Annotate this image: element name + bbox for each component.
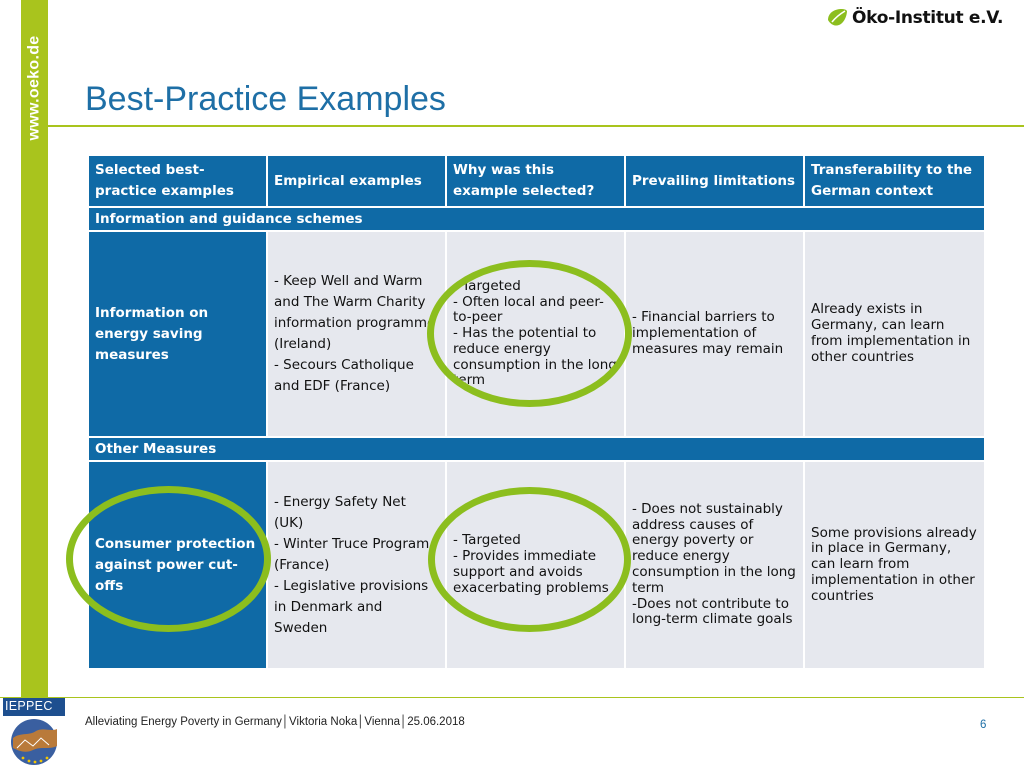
header-cell: Transferability to the German context <box>804 155 985 207</box>
example-item: - Keep Well and Warm and The Warm Charity information programme (Ireland) <box>274 273 436 352</box>
header-cell: Empirical examples <box>267 155 446 207</box>
why-cell <box>446 231 625 437</box>
why-item: - Targeted <box>453 532 521 549</box>
example-item: - Secours Catholique and EDF (France) <box>274 357 414 394</box>
header-cell: Why was this example selected? <box>446 155 625 207</box>
page-title: Best-Practice Examples <box>85 80 446 118</box>
table-header-row <box>88 155 985 207</box>
examples-cell <box>267 231 446 437</box>
section-row <box>88 437 985 461</box>
header-cell: Selected best-practice examples <box>88 155 267 207</box>
limitation-item: -Does not contribute to long-term climate goals <box>632 595 793 628</box>
limitations-cell <box>625 231 804 437</box>
example-item: - Legislative provisions in Denmark and Sweden <box>274 577 429 636</box>
page-number: 6 <box>980 719 987 731</box>
title-divider <box>48 125 1024 127</box>
table-row <box>88 231 985 437</box>
limitations-cell <box>625 461 804 669</box>
why-item: - Provides immediate support and avoids exacerbating problems <box>453 548 609 596</box>
table-row <box>88 461 985 669</box>
section-title: Information and guidance schemes <box>88 207 985 231</box>
logo-text: Öko-Institut e.V. <box>852 8 1004 28</box>
footer-text: Alleviating Energy Poverty in Germany│Viktoria Noka│Vienna│25.06.2018 <box>85 716 465 728</box>
best-practice-table <box>87 154 986 670</box>
section-row <box>88 207 985 231</box>
why-item: - Has the potential to reduce energy consumption in the long term <box>453 325 617 389</box>
row-label: Information on energy saving measures <box>88 231 267 437</box>
example-item: - Energy Safety Net (UK) <box>274 493 406 531</box>
why-item: - Often local and peer-to-peer <box>453 293 604 326</box>
leaf-icon <box>826 8 848 28</box>
limitation-item: - Financial barriers to implementation of measures may remain <box>632 309 784 357</box>
footer-divider <box>0 697 1024 698</box>
header-cell: Prevailing limitations <box>625 155 804 207</box>
oeko-logo <box>826 6 1003 30</box>
side-url <box>21 0 48 175</box>
transferability-cell: Already exists in Germany, can learn from implementation in other countries <box>804 231 985 437</box>
side-url-text: www.oeko.de <box>25 35 43 140</box>
why-cell <box>446 461 625 669</box>
examples-cell <box>267 461 446 669</box>
badge-text: IEPPEC <box>5 699 53 713</box>
section-title: Other Measures <box>88 437 985 461</box>
limitation-item: - Does not sustainably address causes of energy poverty or reduce energy consumption in the long term <box>632 500 796 596</box>
why-item: - Targeted <box>453 277 521 294</box>
example-item: - Winter Truce Program (France) <box>274 535 430 573</box>
transferability-cell: Some provisions already in place in Germany, can learn from implementation in other countries <box>804 461 985 669</box>
row-label: Consumer protection against power cut-offs <box>88 461 267 669</box>
